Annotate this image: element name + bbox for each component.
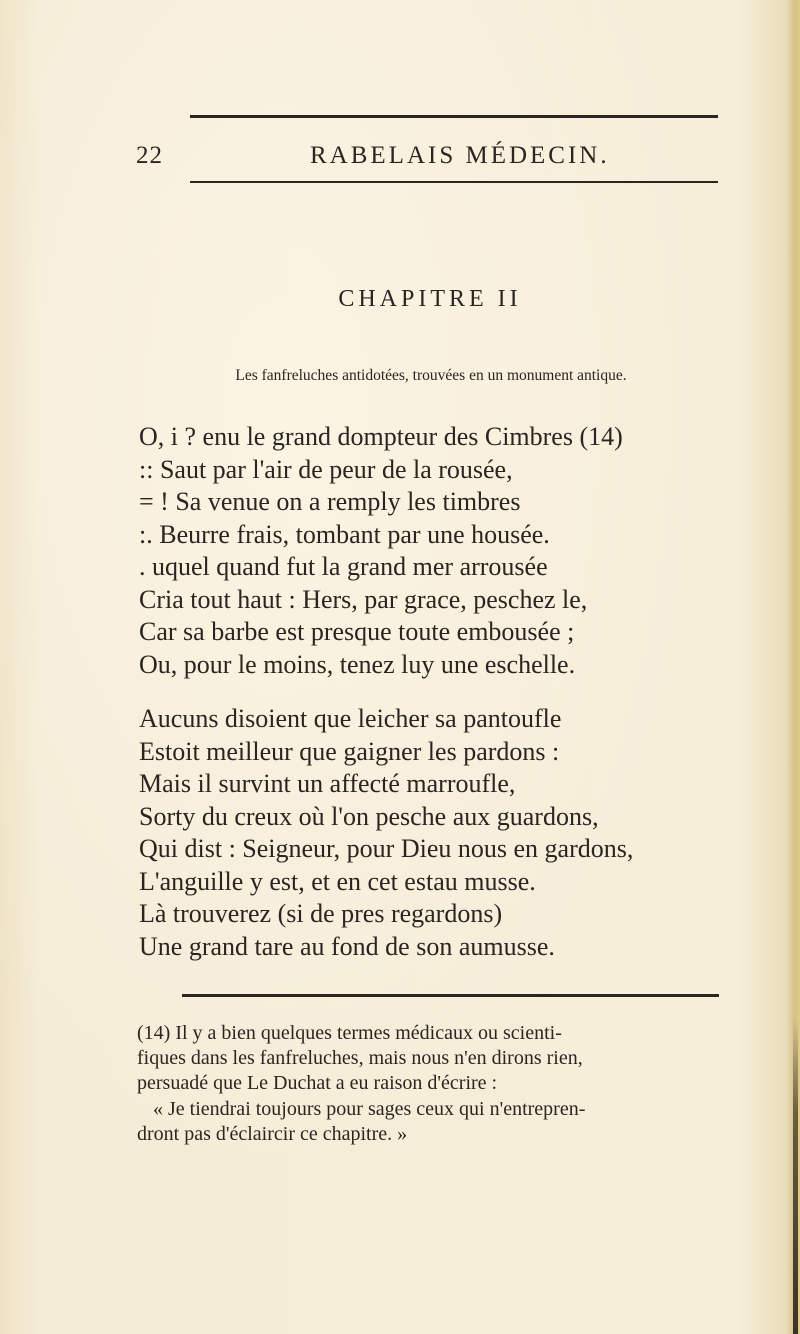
verse-line: :: Saut par l'air de peur de la rousée, (139, 454, 513, 484)
chapter-title: CHAPITRE II (338, 286, 522, 312)
running-title: RABELAIS MÉDECIN. (310, 142, 610, 169)
verse-line: O, i ? enu le grand dompteur des Cimbres (14) (139, 422, 623, 451)
page-binding-shadow (793, 1020, 798, 1334)
verse-line: Une grand tare au fond de son aumusse. (139, 931, 555, 961)
footnote-line: « Je tiendrai toujours pour sages ceux qui n'entrepren- (153, 1097, 586, 1120)
poem-stanza-2 (139, 703, 633, 963)
verse-line: Cria tout haut : Hers, par grace, peschez le, (139, 584, 588, 614)
verse-line: Car sa barbe est presque toute embousée ; (139, 617, 575, 646)
footnote-14 (137, 1021, 727, 1147)
poem-stanza-1 (139, 421, 623, 681)
verse-line: Là trouverez (si de pres regardons) (139, 899, 503, 928)
footnote-line: fiques dans les fanfreluches, mais nous n'en dirons rien, (137, 1047, 583, 1070)
footnote-line: dront pas d'éclaircir ce chapitre. » (137, 1122, 408, 1145)
chapter-summary: Les fanfreluches antidotées, trouvées en un monument antique. (235, 367, 627, 384)
verse-line: Sorty du creux où l'on pesche aux guardons, (139, 801, 599, 831)
verse-line: Estoit meilleur que gaigner les pardons : (139, 736, 560, 766)
verse-line: Qui dist : Seigneur, pour Dieu nous en gardons, (139, 834, 634, 863)
verse-line: = ! Sa venue on a remply les timbres (139, 487, 521, 516)
header-bottom-rule (190, 181, 718, 183)
verse-line: . uquel quand fut la grand mer arrousée (139, 552, 548, 581)
footnote-separator (182, 994, 719, 997)
verse-line: Ou, pour le moins, tenez luy une eschelle. (139, 649, 576, 679)
verse-line: L'anguille y est, et en cet estau musse. (139, 866, 536, 896)
verse-line: Aucuns disoient que leicher sa pantoufle (139, 704, 562, 733)
page-number: 22 (136, 142, 163, 169)
verse-line: Mais il survint un affecté marroufle, (139, 769, 516, 798)
verse-line: :. Beurre frais, tombant par une housée. (139, 519, 550, 549)
footnote-line: persuadé que Le Duchat a eu raison d'écrire : (137, 1072, 498, 1095)
footnote-line: (14) Il y a bien quelques termes médicaux ou scienti- (137, 1022, 562, 1044)
header-top-rule (190, 115, 718, 118)
